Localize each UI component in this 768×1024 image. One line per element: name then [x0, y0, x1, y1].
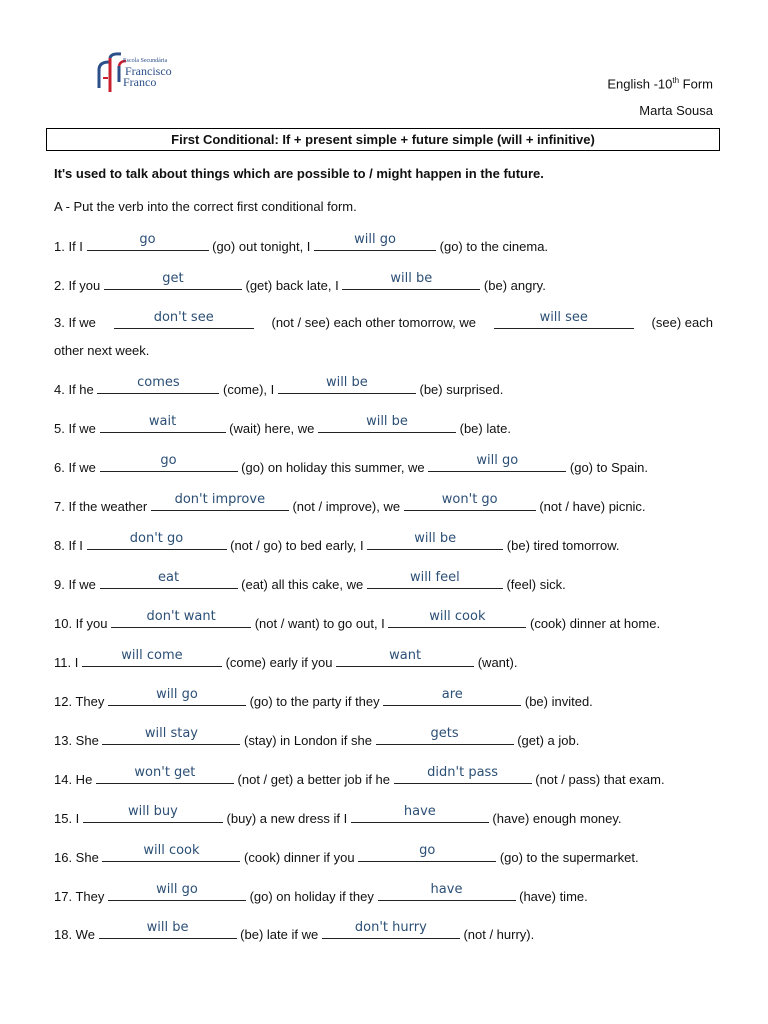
exercise-text-part1: 7. If the weather	[54, 499, 151, 514]
exercise-5	[54, 414, 511, 437]
exercise-text-part1: 3. If we	[54, 315, 96, 330]
school-logo-small-text: Escola Secundária	[123, 58, 168, 64]
exercise-text-part3: (be) angry.	[480, 278, 546, 293]
answer-blank-2[interactable]	[351, 804, 489, 823]
exercise-text-part3: (see) each	[651, 315, 713, 330]
answer-blank-1-answer: will cook	[143, 843, 200, 858]
answer-blank-2[interactable]	[404, 492, 536, 511]
answer-blank-1[interactable]	[114, 310, 254, 329]
exercise-text-part3: (be) surprised.	[415, 382, 504, 397]
exercise-text-part1: 10. If you	[54, 616, 112, 631]
exercise-6	[54, 453, 648, 476]
answer-blank-2[interactable]	[378, 882, 516, 901]
exercise-text-part3: (want).	[474, 655, 518, 670]
answer-blank-2-answer: will be	[325, 375, 368, 390]
answer-blank-2-answer: go	[419, 843, 436, 858]
answer-blank-2[interactable]	[428, 453, 566, 472]
answer-blank-2-answer: will go	[476, 453, 519, 468]
exercise-text-part2: (go) out tonight, I	[208, 239, 315, 254]
exercise-14	[54, 765, 665, 788]
answer-blank-2[interactable]	[358, 843, 496, 862]
exercise-text-part2: (stay) in London if she	[240, 733, 376, 748]
exercise-2	[54, 271, 546, 294]
exercise-12	[54, 687, 593, 710]
answer-blank-1[interactable]	[87, 531, 227, 550]
exercise-continuation: other next week.	[54, 343, 150, 358]
exercise-text-part1: 4. If he	[54, 382, 98, 397]
answer-blank-1[interactable]	[96, 765, 234, 784]
answer-blank-2-answer: will see	[539, 310, 588, 325]
exercise-text-part3: (go) to the cinema.	[436, 239, 549, 254]
answer-blank-2[interactable]	[336, 648, 474, 667]
answer-blank-2-answer: will go	[354, 232, 396, 247]
answer-blank-2[interactable]	[278, 375, 416, 394]
exercise-text-part1: 15. I	[54, 811, 83, 826]
exercise-17	[54, 882, 588, 905]
answer-blank-2[interactable]	[376, 726, 514, 745]
answer-blank-1-answer: eat	[158, 570, 180, 585]
exercise-text-part2: (go) on holiday this summer, we	[237, 460, 429, 475]
subject-heading	[607, 76, 713, 91]
answer-blank-2-answer: won't go	[441, 492, 498, 507]
exercise-text-part2: (not / improve), we	[288, 499, 404, 514]
exercise-18	[54, 920, 535, 943]
answer-blank-1[interactable]	[100, 570, 238, 589]
exercise-text-part1: 11. I	[54, 655, 82, 670]
exercise-text-part2: (not / go) to bed early, I	[226, 538, 368, 553]
exercise-text-part2: (go) on holiday if they	[245, 889, 378, 904]
answer-blank-2[interactable]	[494, 310, 634, 329]
answer-blank-1-answer: will buy	[128, 804, 178, 819]
exercise-text-part2: (be) late if we	[236, 927, 322, 942]
exercise-text-part2: (go) to the party if they	[245, 694, 384, 709]
answer-blank-1-answer: get	[162, 271, 184, 286]
exercise-text-part2: (not / see) each other tomorrow, we	[271, 315, 476, 330]
answer-blank-2[interactable]	[322, 920, 460, 939]
exercise-text-part3: (not / have) picnic.	[535, 499, 646, 514]
answer-blank-2-answer: will feel	[409, 570, 460, 585]
exercise-text-part1: 17. They	[54, 889, 108, 904]
exercise-text-part1: 6. If we	[54, 460, 100, 475]
school-logo-name-1: Francisco	[125, 64, 172, 78]
teacher-name: Marta Sousa	[639, 103, 713, 118]
exercise-3	[54, 310, 713, 331]
exercise-text-part2: (buy) a new dress if I	[222, 811, 351, 826]
exercise-text-part1: 9. If we	[54, 577, 100, 592]
answer-blank-1[interactable]	[151, 492, 289, 511]
answer-blank-1[interactable]	[108, 882, 246, 901]
exercise-text-part1: 14. He	[54, 772, 96, 787]
answer-blank-1-answer: will come	[121, 648, 183, 663]
exercise-16	[54, 843, 639, 866]
answer-blank-1[interactable]	[87, 232, 209, 251]
school-logo-name-2: Franco	[123, 75, 157, 89]
exercise-text-part1: 8. If I	[54, 538, 87, 553]
exercise-text-part3: (feel) sick.	[502, 577, 566, 592]
exercise-text-part3: (not / hurry).	[459, 927, 535, 942]
exercise-text-part1: 1. If I	[54, 239, 87, 254]
answer-blank-1-answer: will be	[146, 920, 189, 935]
answer-blank-1[interactable]	[97, 375, 219, 394]
answer-blank-2[interactable]	[342, 271, 480, 290]
answer-blank-1-answer: don't improve	[174, 492, 266, 507]
exercise-text-part3: (have) time.	[515, 889, 588, 904]
answer-blank-1[interactable]	[102, 726, 240, 745]
exercise-text-part2: (eat) all this cake, we	[237, 577, 367, 592]
exercise-text-part3: (go) to Spain.	[566, 460, 648, 475]
exercise-text-part3: (be) late.	[456, 421, 511, 436]
answer-blank-2[interactable]	[388, 609, 526, 628]
answer-blank-2-answer: are	[441, 687, 463, 702]
exercise-11	[54, 648, 518, 671]
answer-blank-2-answer: will be	[366, 414, 408, 429]
exercise-text-part1: 18. We	[54, 927, 99, 942]
answer-blank-1-answer: will go	[156, 882, 198, 897]
exercise-15	[54, 804, 622, 827]
answer-blank-2-answer: have	[430, 882, 463, 897]
exercise-text-part2: (not / want) to go out, I	[251, 616, 389, 631]
exercise-text-part3: (go) to the supermarket.	[496, 850, 639, 865]
answer-blank-2[interactable]	[314, 232, 436, 251]
exercise-13	[54, 726, 580, 749]
exercise-text-part3: (be) tired tomorrow.	[503, 538, 620, 553]
answer-blank-2-answer: don't hurry	[354, 920, 427, 935]
answer-blank-1-answer: will stay	[144, 726, 198, 741]
instruction-text: A - Put the verb into the correct first conditional form.	[54, 199, 357, 214]
answer-blank-2[interactable]	[367, 531, 503, 550]
exercise-text-part1: 13. She	[54, 733, 103, 748]
exercise-7	[54, 492, 646, 515]
answer-blank-2[interactable]	[383, 687, 521, 706]
exercise-text-part1: 2. If you	[54, 278, 104, 293]
exercise-text-part3: (be) invited.	[521, 694, 593, 709]
exercise-10	[54, 609, 661, 632]
answer-blank-1[interactable]	[82, 648, 222, 667]
answer-blank-2-answer: will cook	[429, 609, 486, 624]
answer-blank-1[interactable]	[99, 920, 237, 939]
answer-blank-1-answer: go	[160, 453, 177, 468]
answer-blank-1-answer: don't go	[129, 531, 184, 546]
answer-blank-1[interactable]	[100, 414, 226, 433]
exercise-text-part3: (get) a job.	[513, 733, 580, 748]
exercise-text-part2: (wait) here, we	[225, 421, 319, 436]
answer-blank-2[interactable]	[394, 765, 532, 784]
answer-blank-1[interactable]	[102, 843, 240, 862]
answer-blank-2-answer: will be	[390, 271, 433, 286]
exercise-text-part2: (cook) dinner if you	[240, 850, 359, 865]
exercise-text-part2: (not / get) a better job if he	[233, 772, 394, 787]
answer-blank-2[interactable]	[367, 570, 503, 589]
school-logo	[97, 52, 197, 96]
exercise-text-part1: 12. They	[54, 694, 108, 709]
answer-blank-2[interactable]	[318, 414, 456, 433]
answer-blank-2-answer: gets	[430, 726, 459, 741]
exercise-9	[54, 570, 566, 593]
answer-blank-2-answer: have	[403, 804, 436, 819]
answer-blank-1-answer: go	[139, 232, 156, 247]
exercise-text-part3: (have) enough money.	[488, 811, 622, 826]
subject-suffix: Form	[679, 76, 713, 92]
answer-blank-1[interactable]	[100, 453, 238, 472]
exercise-text-part1: 16. She	[54, 850, 103, 865]
subject-prefix: English -10	[607, 76, 673, 92]
exercise-4	[54, 375, 504, 398]
answer-blank-2-answer: didn't pass	[427, 765, 499, 780]
exercise-1	[54, 232, 549, 255]
answer-blank-1-answer: won't get	[134, 765, 196, 780]
intro-text: It's used to talk about things which are possible to / might happen in the future.	[54, 166, 544, 181]
exercise-text-part2: (come) early if you	[221, 655, 337, 670]
answer-blank-1-answer: don't want	[146, 609, 216, 624]
answer-blank-1-answer: don't see	[153, 310, 214, 325]
answer-blank-1-answer: comes	[137, 375, 180, 390]
answer-blank-2-answer: will be	[414, 531, 457, 546]
answer-blank-1-answer: wait	[148, 414, 177, 429]
answer-blank-1[interactable]	[111, 609, 251, 628]
exercise-8	[54, 531, 620, 554]
answer-blank-1-answer: will go	[156, 687, 198, 702]
subject-sup: th	[672, 76, 680, 85]
exercise-text-part3: (not / pass) that exam.	[531, 772, 665, 787]
answer-blank-2-answer: want	[389, 648, 422, 663]
exercise-text-part2: (get) back late, I	[241, 278, 343, 293]
exercise-text-part3: (cook) dinner at home.	[526, 616, 661, 631]
exercise-text-part2: (come), I	[219, 382, 278, 397]
answer-blank-1[interactable]	[83, 804, 223, 823]
exercise-text-part1: 5. If we	[54, 421, 100, 436]
answer-blank-1[interactable]	[104, 271, 242, 290]
worksheet-title: First Conditional: If + present simple + future simple (will + infinitive)	[46, 128, 720, 151]
answer-blank-1[interactable]	[108, 687, 246, 706]
